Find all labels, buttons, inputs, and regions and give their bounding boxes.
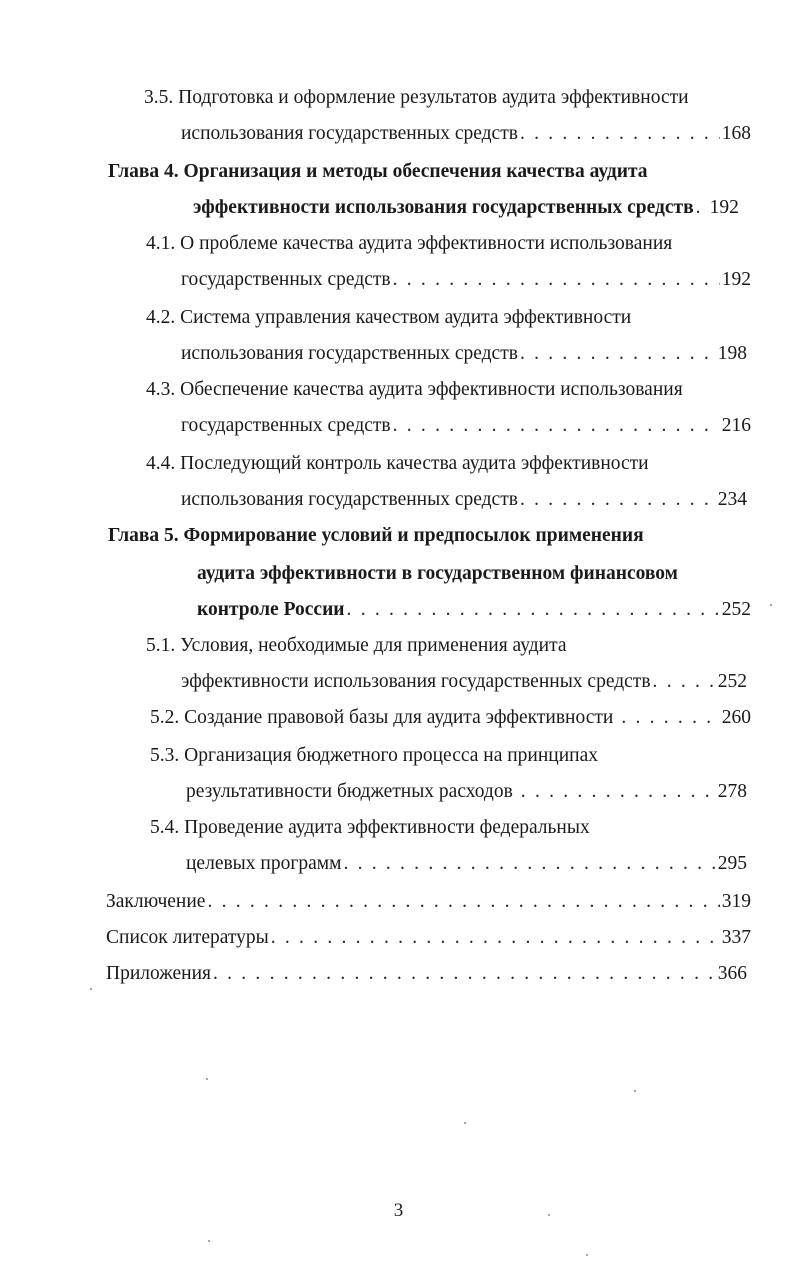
toc-bibliography-entry: [106, 926, 751, 950]
toc-chapter-4-title: Глава 4. Организация и методы обеспечения качества аудита: [108, 161, 648, 182]
toc-4-1-entry: [181, 268, 751, 292]
leader-dots: [653, 670, 716, 694]
leader-dots: [520, 342, 716, 366]
toc-5-1-title-cont: эффективности использования государственных средств: [181, 671, 651, 692]
toc-chapter-4-page: 192: [709, 197, 739, 218]
leader-dots: [207, 890, 719, 914]
page-number: 3: [393, 1200, 404, 1221]
scan-speck: [90, 988, 92, 990]
toc-3-5-page: 168: [721, 123, 751, 144]
toc-chapter-5-title-line3: контроле России: [197, 599, 345, 620]
leader-dots: [393, 414, 712, 438]
toc-4-1-page: 192: [721, 269, 751, 290]
toc-4-2-title: 4.2. Система управления качеством аудита эффективности: [146, 307, 632, 328]
toc-5-3-title-cont: результативности бюджетных расходов: [186, 781, 513, 802]
toc-5-1-title: 5.1. Условия, необходимые для применения аудита: [146, 635, 567, 656]
toc-chapter-4-entry: [193, 196, 751, 220]
toc-4-4-page: 234: [717, 489, 747, 510]
toc-chapter-4-title-cont: эффективности использования государственных средств: [193, 197, 694, 218]
toc-5-4-title-cont: целевых программ: [186, 853, 342, 874]
scan-speck: [770, 604, 772, 606]
leader-dots: [347, 598, 720, 622]
leader-dots: [213, 962, 716, 986]
toc-5-1-page: 252: [717, 671, 747, 692]
toc-4-4-title: 4.4. Последующий контроль качества аудита эффективности: [146, 453, 649, 474]
toc-4-3-entry: [181, 414, 751, 438]
leader-dots: [520, 122, 720, 146]
scan-speck: [208, 1240, 210, 1242]
toc-bibliography-page: 337: [721, 927, 751, 948]
toc-5-4-entry: [186, 852, 747, 876]
toc-4-3-page: 216: [721, 415, 751, 436]
toc-4-1-title: 4.1. О проблеме качества аудита эффективности использования: [146, 233, 673, 254]
toc-4-2-page: 198: [717, 343, 747, 364]
toc-chapter-5-title: Глава 5. Формирование условий и предпосылок применения: [108, 525, 644, 546]
toc-conclusion-label: Заключение: [106, 891, 206, 912]
scan-speck: [206, 1078, 208, 1080]
toc-conclusion-entry: [106, 890, 751, 914]
toc-5-2-title: 5.2. Создание правовой базы для аудита эффективности: [150, 707, 614, 728]
toc-4-3-title: 4.3. Обеспечение качества аудита эффективности использования: [146, 379, 683, 400]
leader-dots: [520, 488, 716, 512]
scan-speck: [586, 1254, 588, 1256]
toc-bibliography-label: Список литературы: [106, 927, 269, 948]
toc-5-3-title: 5.3. Организация бюджетного процесса на принципах: [150, 745, 599, 766]
toc-5-3-entry: [186, 780, 747, 804]
toc-4-4-entry: [181, 488, 747, 512]
toc-appendices-page: 366: [717, 963, 747, 984]
toc-5-1-entry: [181, 670, 747, 694]
toc-5-3-page: 278: [717, 781, 747, 802]
toc-chapter-5-entry: [197, 598, 751, 622]
leader-dots: [343, 852, 715, 876]
toc-5-4-page: 295: [717, 853, 747, 874]
toc-3-5-entry: [181, 122, 751, 146]
toc-4-2-entry: [181, 342, 747, 366]
toc-4-4-title-cont: использования государственных средств: [181, 489, 518, 510]
toc-4-3-title-cont: государственных средств: [181, 415, 391, 436]
toc-appendices-entry: [106, 962, 747, 986]
toc-chapter-5-page: 252: [721, 599, 751, 620]
leader-dots: [621, 706, 719, 730]
scan-speck: [548, 1214, 550, 1216]
toc-3-5-title-cont: использования государственных средств: [181, 123, 518, 144]
scan-speck: [634, 1090, 636, 1092]
leader-dots: [696, 196, 708, 220]
scan-speck: [464, 1122, 466, 1124]
toc-3-5-title: 3.5. Подготовка и оформление результатов аудита эффективности: [144, 87, 689, 108]
toc-conclusion-page: 319: [721, 891, 751, 912]
toc-5-4-title: 5.4. Проведение аудита эффективности федеральных: [150, 817, 590, 838]
leader-dots: [393, 268, 720, 292]
leader-dots: [271, 926, 720, 950]
toc-5-2-entry: [150, 706, 751, 730]
toc-5-2-page: 260: [721, 707, 751, 728]
toc-4-2-title-cont: использования государственных средств: [181, 343, 518, 364]
leader-dots: [521, 780, 716, 804]
toc-appendices-label: Приложения: [106, 963, 211, 984]
toc-chapter-5-title-line2: аудита эффективности в государственном финансовом: [197, 563, 678, 584]
toc-4-1-title-cont: государственных средств: [181, 269, 391, 290]
